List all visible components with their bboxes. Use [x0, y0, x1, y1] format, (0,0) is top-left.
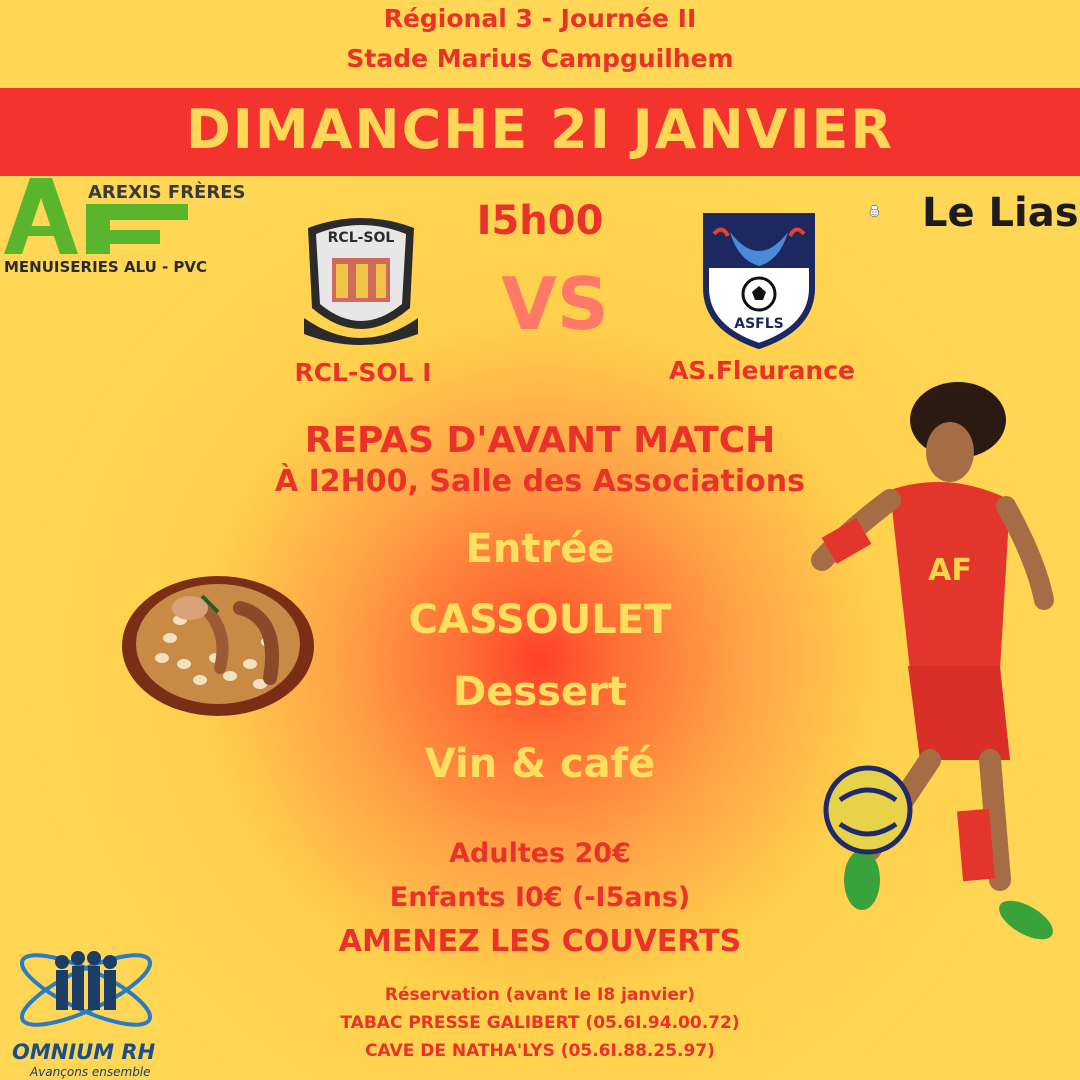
- versus-label: VS: [501, 262, 609, 346]
- away-team-name: AS.Fleurance: [668, 356, 856, 385]
- meal-title: REPAS D'AVANT MATCH: [304, 420, 776, 461]
- arexis-freres-subtitle: MENUISERIES ALU - PVC: [4, 258, 208, 276]
- reservation-contact: CAVE DE NATHA'LYS (05.6I.88.25.97): [365, 1041, 715, 1061]
- league-info: Régional 3 - Journée II: [383, 4, 697, 33]
- kickoff-time: I5h00: [476, 198, 604, 244]
- home-team-name: RCL-SOL I: [294, 358, 432, 387]
- bring-cutlery-note: AMENEZ LES COUVERTS: [338, 924, 742, 959]
- rcl-crest-label: RCL-SOL: [327, 230, 395, 246]
- menu-item: Dessert: [453, 669, 627, 715]
- arexis-freres-name: AREXIS FRÈRES: [88, 182, 246, 203]
- rcl-sol-crest: [296, 208, 426, 356]
- omnium-rh-tagline: Avançons ensemble: [30, 1065, 151, 1079]
- cassoulet-dish-image: [120, 568, 316, 718]
- reservation-title: Réservation (avant le I8 janvier): [384, 985, 696, 1005]
- le-lias-name: Le Lias: [922, 190, 1079, 236]
- reservation-contact: TABAC PRESSE GALIBERT (05.6I.94.00.72): [340, 1013, 740, 1033]
- children-price: Enfants I0€ (-I5ans): [389, 882, 691, 913]
- svg-text:AF: AF: [928, 553, 972, 588]
- menu-item: Entrée: [465, 526, 615, 572]
- omnium-rh-name: OMNIUM RH: [12, 1040, 156, 1064]
- asfl-crest-label: ASFLS: [734, 316, 784, 332]
- menu-item: CASSOULET: [408, 597, 672, 643]
- stadium-name: Stade Marius Campguilhem: [346, 44, 734, 73]
- match-date: DIMANCHE 2I JANVIER: [185, 98, 895, 161]
- meal-subtitle: À I2H00, Salle des Associations: [274, 464, 806, 499]
- chef-icon: [868, 182, 920, 242]
- menu-item: Vin & café: [424, 741, 656, 787]
- football-player-image: [800, 380, 1060, 960]
- as-fleurance-crest: [700, 210, 818, 350]
- adult-price: Adultes 20€: [449, 838, 631, 869]
